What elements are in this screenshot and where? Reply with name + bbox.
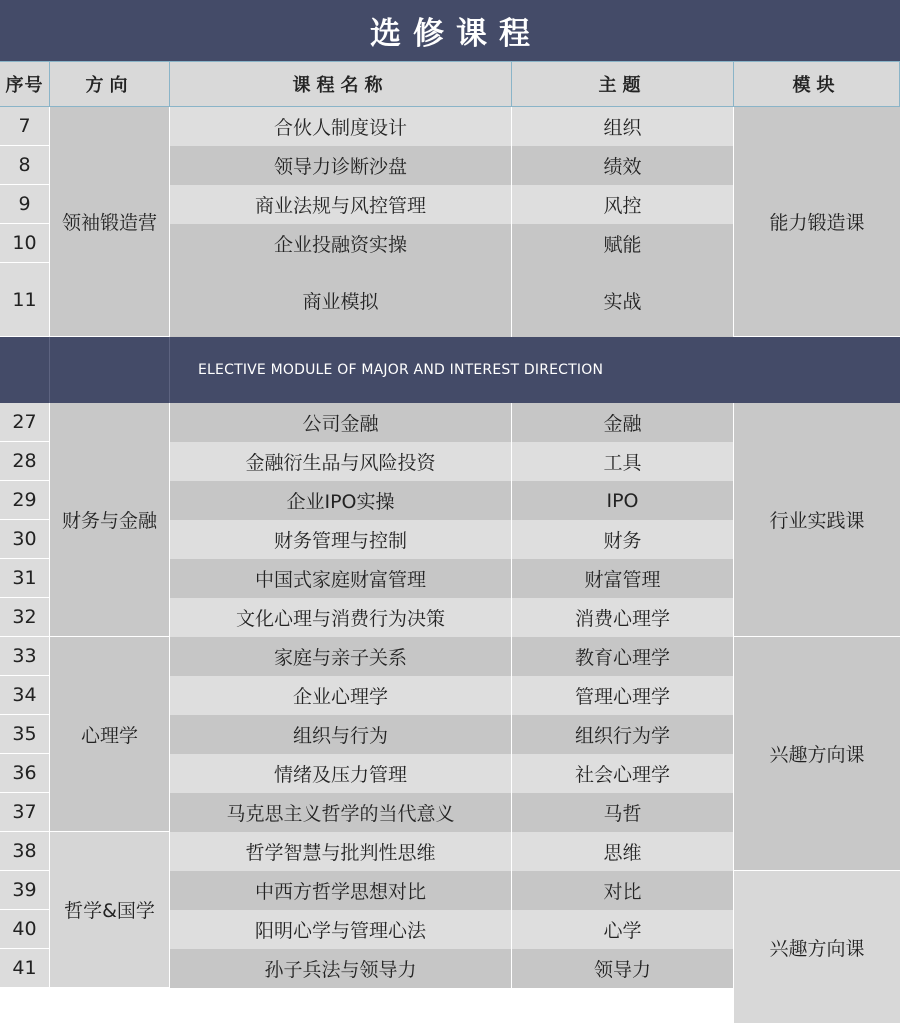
course-topic: 赋能 <box>512 224 734 263</box>
course-name: 金融衍生品与风险投资 <box>170 442 512 481</box>
header-direction: 方向 <box>50 61 170 107</box>
module-ability: 能力锻造课 <box>734 107 900 337</box>
row-number: 41 <box>0 949 50 988</box>
module-interest-2: 兴趣方向课 <box>734 871 900 1024</box>
course-topic: 金融 <box>512 403 734 442</box>
course-topic: 心学 <box>512 910 734 949</box>
course-name: 领导力诊断沙盘 <box>170 146 512 185</box>
course-name: 中国式家庭财富管理 <box>170 559 512 598</box>
course-topic: 马哲 <box>512 793 734 832</box>
course-topic: IPO <box>512 481 734 520</box>
row-number: 34 <box>0 676 50 715</box>
row-number: 35 <box>0 715 50 754</box>
course-name: 财务管理与控制 <box>170 520 512 559</box>
course-topic: 风控 <box>512 185 734 224</box>
course-name: 商业模拟 <box>170 263 512 337</box>
row-number: 29 <box>0 481 50 520</box>
course-topic: 财富管理 <box>512 559 734 598</box>
row-number: 31 <box>0 559 50 598</box>
course-topic: 管理心理学 <box>512 676 734 715</box>
course-name: 马克思主义哲学的当代意义 <box>170 793 512 832</box>
course-topic: 领导力 <box>512 949 734 988</box>
row-number: 9 <box>0 185 50 224</box>
row-number: 40 <box>0 910 50 949</box>
header-course: 课程名称 <box>170 61 512 107</box>
row-number: 39 <box>0 871 50 910</box>
course-topic: 思维 <box>512 832 734 871</box>
header-module: 模块 <box>734 61 900 107</box>
course-name: 组织与行为 <box>170 715 512 754</box>
course-table <box>0 61 900 985</box>
row-number: 33 <box>0 637 50 676</box>
band-left <box>0 337 50 403</box>
row-number: 10 <box>0 224 50 263</box>
course-name: 情绪及压力管理 <box>170 754 512 793</box>
course-name: 企业心理学 <box>170 676 512 715</box>
header-seq: 序号 <box>0 61 50 107</box>
course-topic: 教育心理学 <box>512 637 734 676</box>
module-industry: 行业实践课 <box>734 403 900 637</box>
course-topic: 对比 <box>512 871 734 910</box>
course-topic: 实战 <box>512 263 734 337</box>
course-topic: 社会心理学 <box>512 754 734 793</box>
direction-psychology: 心理学 <box>50 637 170 832</box>
course-topic: 组织行为学 <box>512 715 734 754</box>
band-direction <box>50 337 170 403</box>
course-name: 阳明心学与管理心法 <box>170 910 512 949</box>
row-number: 38 <box>0 832 50 871</box>
course-name: 中西方哲学思想对比 <box>170 871 512 910</box>
course-name: 公司金融 <box>170 403 512 442</box>
row-number: 30 <box>0 520 50 559</box>
course-name: 家庭与亲子关系 <box>170 637 512 676</box>
course-name: 合伙人制度设计 <box>170 107 512 146</box>
header-topic: 主题 <box>512 61 734 107</box>
course-name: 孙子兵法与领导力 <box>170 949 512 988</box>
course-topic: 消费心理学 <box>512 598 734 637</box>
module-interest-1: 兴趣方向课 <box>734 637 900 871</box>
course-name: 企业IPO实操 <box>170 481 512 520</box>
row-number: 11 <box>0 263 50 337</box>
row-number: 36 <box>0 754 50 793</box>
direction-finance: 财务与金融 <box>50 403 170 637</box>
course-topic: 工具 <box>512 442 734 481</box>
course-topic: 组织 <box>512 107 734 146</box>
row-number: 8 <box>0 146 50 185</box>
course-name: 哲学智慧与批判性思维 <box>170 832 512 871</box>
band-right <box>734 337 900 403</box>
section-band-label: ELECTIVE MODULE OF MAJOR AND INTEREST DIRECTION <box>170 337 734 403</box>
row-number: 27 <box>0 403 50 442</box>
direction-leadership: 领袖锻造营 <box>50 107 170 337</box>
course-topic: 绩效 <box>512 146 734 185</box>
course-topic: 财务 <box>512 520 734 559</box>
title-bar <box>0 0 900 61</box>
direction-philosophy: 哲学&国学 <box>50 832 170 988</box>
row-number: 32 <box>0 598 50 637</box>
course-name: 文化心理与消费行为决策 <box>170 598 512 637</box>
row-number: 7 <box>0 107 50 146</box>
course-name: 企业投融资实操 <box>170 224 512 263</box>
course-name: 商业法规与风控管理 <box>170 185 512 224</box>
page-title: 选修课程 <box>370 16 542 52</box>
row-number: 28 <box>0 442 50 481</box>
row-number: 37 <box>0 793 50 832</box>
